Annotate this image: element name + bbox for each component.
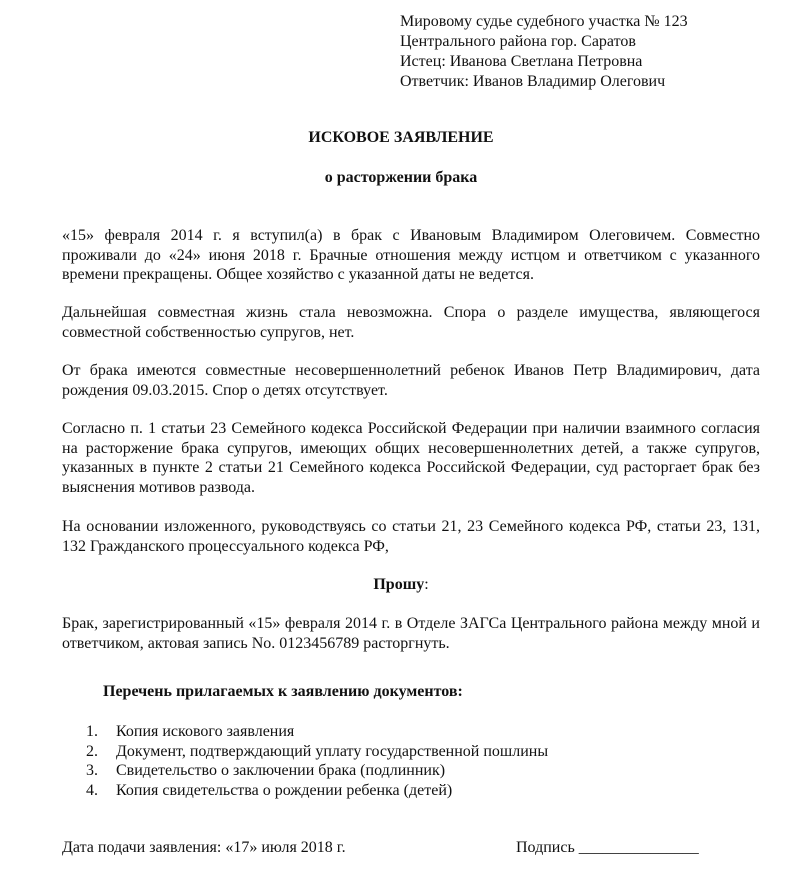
plaintiff: Истец: Иванова Светлана Петровна <box>400 53 643 70</box>
paragraph-children: От брака имеются совместные несовершеннолетний ребенок Иванов Петр Владимирович, дата рождения 09.03.2015. Спор о детях отсутствует. <box>62 362 760 399</box>
request-heading: Прошу <box>373 576 425 593</box>
defendant: Ответчик: Иванов Владимир Олегович <box>400 73 666 90</box>
paragraph-grounds: На основании изложенного, руководствуясь со статьи 21, 23 Семейного кодекса РФ, статьи 23, 131, 132 Гражданского процессуального кодекса РФ, <box>62 518 760 555</box>
addressee-district: Центрального района гор. Саратов <box>400 33 636 50</box>
paragraph-property: Дальнейшая совместная жизнь стала невозможна. Спора о разделе имущества, являющегося совместной собственностью супругов, нет. <box>62 304 760 341</box>
filing-date: Дата подачи заявления: «17» июля 2018 г. <box>62 839 346 856</box>
list-item: 1. Копия искового заявления <box>86 723 295 740</box>
request-text: Брак, зарегистрированный «15» февраля 2014 г. в Отделе ЗАГСа Центрального района между мной и ответчиком, актовая запись No. 0123456789 расторгнуть. <box>62 615 760 652</box>
list-item: 3. Свидетельство о заключении брака (подлинник) <box>86 762 446 779</box>
paragraph-marriage: «15» февраля 2014 г. я вступил(а) в брак с Ивановым Владимиром Олеговичем. Совместно проживали до «24» июня 2018 г. Брачные отношения между истцом и ответчиком с указанного времени прекращены. Общее хозяйство с указанной даты не ведется. <box>62 227 760 283</box>
request-colon: : <box>424 576 429 593</box>
addressee-block <box>400 12 688 92</box>
attachments-heading: Перечень прилагаемых к заявлению документов: <box>103 683 463 700</box>
document-subtitle: о расторжении брака <box>324 169 478 186</box>
list-item: 2. Документ, подтверждающий уплату государственной пошлины <box>86 742 549 760</box>
request-heading-line <box>0 575 802 595</box>
addressee-court: Мировому судье судебного участка № 123 <box>400 13 688 30</box>
list-item: 4. Копия свидетельства о рождении ребенка (детей) <box>86 781 453 799</box>
paragraph-legal-basis: Согласно п. 1 статьи 23 Семейного кодекса Российской Федерации при наличии взаимного согласия на расторжение брака супругов, имеющих общих несовершеннолетних детей, а также супругов, указанных в пункте 2 статьи 21 Семейного кодекса Российской Федерации, суд расторгает брак без выяснения мотивов развода. <box>62 420 760 496</box>
attachments-list <box>86 722 548 800</box>
document-title: ИСКОВОЕ ЗАЯВЛЕНИЕ <box>308 129 494 146</box>
signature-line: Подпись _______________ <box>516 839 699 856</box>
